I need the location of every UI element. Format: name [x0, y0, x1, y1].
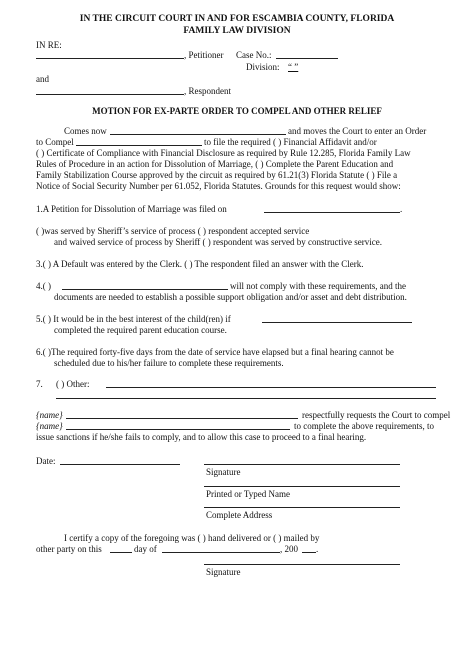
requesting-name-placeholder: {name}	[36, 410, 63, 420]
certificate-other-party: other party on this	[36, 544, 102, 554]
certificate-signature-line[interactable]	[204, 564, 400, 565]
court-header-line2: FAMILY LAW DIVISION	[183, 26, 291, 36]
requesting-party-line[interactable]	[66, 418, 298, 419]
printed-name-line[interactable]	[204, 486, 400, 487]
compelled-party-name-line[interactable]	[66, 429, 290, 430]
item-4-line1-end: will not comply with these requirements, and the	[230, 281, 406, 291]
intro-line1-end: and moves the Court to enter an Order	[288, 126, 427, 136]
certificate-month-line[interactable]	[162, 552, 280, 553]
division-value[interactable]: “ ”	[288, 62, 299, 72]
intro-line3: ( ) Certificate of Compliance with Financial Disclosure as required by Rule 12.285, Florida Family Law	[36, 148, 411, 158]
certificate-period: .	[316, 544, 319, 554]
item-3-text: 3.( ) A Default was entered by the Clerk. ( ) The respondent filed an answer with the Clerk.	[36, 259, 364, 269]
compelled-party-line[interactable]	[76, 145, 202, 146]
item-2-line2: and waived service of process by Sheriff ( ) respondent was served by constructive service.	[54, 237, 382, 247]
printed-name-label: Printed or Typed Name	[206, 489, 290, 499]
respondent-label: , Respondent	[184, 86, 231, 96]
movant-name-line[interactable]	[110, 134, 286, 135]
certificate-year-prefix: , 200	[280, 544, 298, 554]
petitioner-label: , Petitioner	[184, 50, 224, 60]
certificate-year-line[interactable]	[302, 552, 316, 553]
respondent-name-line[interactable]	[36, 94, 184, 95]
noncomplying-party-line[interactable]	[62, 289, 228, 290]
request-line1-end: respectfully requests the Court to compel	[302, 410, 451, 420]
certificate-line1: I certify a copy of the foregoing was ( ) hand delivered or ( ) mailed by	[64, 533, 320, 543]
item-2-line1: ( )was served by Sheriff’s service of process ( ) respondent accepted service	[36, 226, 310, 236]
address-line[interactable]	[204, 507, 400, 508]
signature-label: Signature	[206, 467, 241, 477]
item-6-line1: 6.( )The required forty-five days from the date of service have elapsed but a final hearing cannot be	[36, 347, 394, 357]
intro-to-compel: to Compel	[36, 137, 74, 147]
court-header-line1: IN THE CIRCUIT COURT IN AND FOR ESCAMBIA COUNTY, FLORIDA	[79, 14, 395, 24]
item-4-line2: documents are needed to establish a possible support obligation and/or asset and debt distribution.	[54, 292, 407, 302]
item-7-other[interactable]: ( ) Other:	[56, 379, 90, 389]
and-label: and	[36, 74, 49, 84]
signature-line[interactable]	[204, 464, 400, 465]
court-form-page: IN THE CIRCUIT COURT IN AND FOR ESCAMBIA COUNTY, FLORIDA FAMILY LAW DIVISION IN RE: , Petitioner Case No.: Division: “ ” and , Respondent MOTION FOR EX-PARTE ORDER TO COMPEL AND OTHER RELIEF Comes now and moves the Court to enter an Order to Compel to file the required ( ) Financial Affidavit and/or ( ) Certificate of Compliance with Financial Disclosure as required by Rule 12.285, Florida Family Law Rules of Procedure in an action for Dissolution of Marriage, ( ) Complete the Parent Education and Family Stabilization Course approved by the circuit as required by 61.21(3) Florida Statute ( ) File a Notice of Social Security Number per 61.052, Florida Statutes. Grounds for this request would show: 1.A Petition for Dissolution of Marriage was filed on . ( )was served by Sheriff’s service of process ( ) respondent accepted service and waived service of process by Sheriff ( ) respondent was served by constructive service. 3.( ) A Default was entered by the Clerk. ( ) The respondent filed an answer with the Clerk. 4.( ) will not comply with these requirements, and the documents are needed to establish a possible support obligation and/or asset and debt distribution. 5.( ) It would be in the best interest of the child(ren) if completed the required parent education course. 6.( )The required forty-five days from the date of service have elapsed but a final hearing cannot be scheduled due to his/her failure to complete these requirements. 7. ( ) Other: {name} respectfully requests the Court to compel {name} to complete the above requirements, to issue sanctions if he/she fails to comply, and to allow this case to proceed to a final hearing. Date: Signature Printed or Typed Name Complete Address I certify a copy of the foregoing was ( ) hand delivered or ( ) mailed by other party on this day of , 200 . Signature	[0, 0, 474, 669]
intro-line2-end: to file the required ( ) Financial Affidavit and/or	[204, 137, 377, 147]
case-no-label: Case No.:	[236, 50, 272, 60]
division-label: Division:	[246, 62, 280, 72]
request-line3: issue sanctions if he/she fails to comply, and to allow this case to proceed to a final hearing.	[36, 432, 367, 442]
parent-name-line[interactable]	[262, 322, 412, 323]
certificate-signature-label: Signature	[206, 567, 241, 577]
intro-line6: Notice of Social Security Number per 61.052, Florida Statutes. Grounds for this request would show:	[36, 181, 401, 191]
date-label: Date:	[36, 456, 56, 466]
motion-title: MOTION FOR EX-PARTE ORDER TO COMPEL AND OTHER RELIEF	[92, 106, 382, 116]
other-relief-line-2[interactable]	[56, 398, 436, 399]
address-label: Complete Address	[206, 510, 273, 520]
certificate-day-line[interactable]	[110, 552, 132, 553]
item-5-text: 5.( ) It would be in the best interest of the child(ren) if	[36, 314, 231, 324]
compelled-name-placeholder: {name}	[36, 421, 63, 431]
item-4-checkbox[interactable]: 4.( )	[36, 281, 51, 291]
intro-line4: Rules of Procedure in an action for Dissolution of Marriage, ( ) Complete the Parent Education and	[36, 159, 394, 169]
date-line[interactable]	[60, 464, 180, 465]
certificate-day-of: day of	[134, 544, 157, 554]
petition-filed-date-line[interactable]	[264, 212, 400, 213]
intro-line5: Family Stabilization Course approved by the circuit as required by 61.21(3) Florida Statute ( ) File a	[36, 170, 398, 180]
request-line2-end: to complete the above requirements, to	[294, 421, 434, 431]
case-no-line[interactable]	[276, 58, 338, 59]
item-7-number: 7.	[36, 379, 43, 389]
item-5-line2: completed the required parent education course.	[54, 325, 227, 335]
intro-comes-now: Comes now	[64, 126, 107, 136]
in-re-label: IN RE:	[36, 40, 62, 50]
item-6-line2: scheduled due to his/her failure to complete these requirements.	[54, 358, 284, 368]
petitioner-name-line[interactable]	[36, 58, 184, 59]
item-1-text: 1.A Petition for Dissolution of Marriage was filed on	[36, 204, 227, 214]
other-relief-line-1[interactable]	[106, 387, 436, 388]
